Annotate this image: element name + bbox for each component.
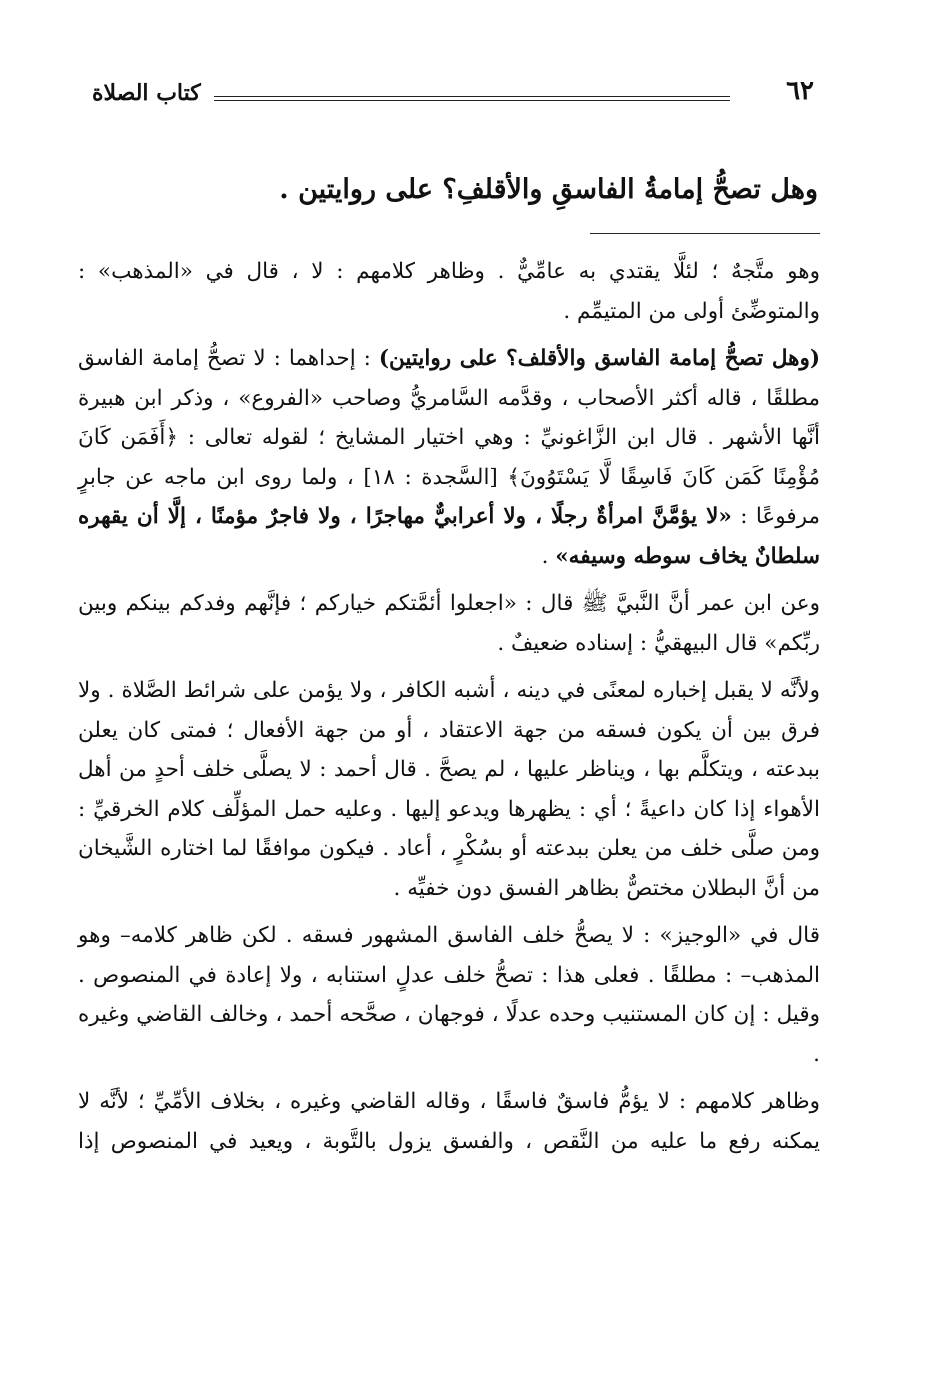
paragraph-2-text: : إحداهما : لا تصحُّ إمامة الفاسق مطلقًا ، قاله أكثر الأصحاب ، وقدَّمه السَّامريُّ وصاحب «الفروع» ، وذكر ابن هبيرة أنَّها الأشهر . قال ابن الزَّاغونيِّ : وهي اختيار المشايخ ؛ لقوله تعالى : ﴿أَفَمَن كَانَ مُؤْمِنًا كَمَن كَانَ فَاسِقًا لَّا يَسْتَوُونَ﴾ [السَّجدة : ١٨] ، ولما روى ابن ماجه عن جابرٍ مرفوعًا : — [78, 346, 820, 529]
header-rule — [214, 96, 730, 101]
hadith-text: «لا يؤمَّنَّ امرأةٌ رجلًا ، ولا أعرابيٌّ مهاجرًا ، ولا فاجرٌ مؤمنًا ، إلَّا أن يقهره سلطانٌ يخاف سوطه وسيفه» — [78, 504, 820, 569]
paragraph-4: ولأنَّه لا يقبل إخباره لمعنًى في دينه ، أشبه الكافر ، ولا يؤمن على شرائط الصَّلاة . ولا فرق بين أن يكون فسقه من جهة الاعتقاد ، أو من جهة الأفعال ؛ فمتى كان يعلن ببدعته ، ويتكلَّم بها ، ويناظر عليها ، لم يصحَّ . قال أحمد : لا يصلَّى خلف أحدٍ من أهل الأهواء إذا كان داعيةً ؛ أي : يظهرها ويدعو إليها . وعليه حمل المؤلِّف كلام الخرقيِّ : ومن صلَّى خلف من يعلن ببدعته أو بسُكْرٍ ، أعاد . فيكون موافقًا لما اختاره الشَّيخان من أنَّ البطلان مختصٌّ بظاهر الفسق دون خفيِّه . — [78, 678, 820, 901]
matn-divider — [590, 233, 820, 234]
paragraph-5: قال في «الوجيز» : لا يصحُّ خلف الفاسق المشهور فسقه . لكن ظاهر كلامه– وهو المذهب– : مطلقًا . فعلى هذا : تصحُّ خلف عدلٍ استنابه ، ولا إعادة في المنصوص . وقيل : إن كان المستنيب وحده عدلًا ، فوجهان ، صحَّحه أحمد ، وخالف القاضي وغيره . — [78, 923, 820, 1067]
matn-heading: وهل تصحُّ إمامةُ الفاسقِ والأقلفِ؟ على روايتين . — [279, 174, 818, 205]
quoted-matn: (وهل تصحُّ إمامة الفاسق والأقلف؟ على روايتين) — [378, 346, 820, 371]
paragraph-2-end: . — [541, 543, 556, 569]
paragraph-2 — [78, 339, 820, 576]
page-number: ٦٢ — [786, 76, 814, 106]
book-title: كتاب الصلاة — [92, 80, 201, 106]
commentary-body — [78, 252, 820, 1169]
paragraph-3: وعن ابن عمر أنَّ النَّبيَّ ﷺ قال : «اجعلوا أئمَّتكم خياركم ؛ فإنَّهم وفدكم بينكم وبين ربِّكم» قال البيهقيُّ : إسناده ضعيفٌ . — [78, 591, 820, 656]
paragraph-1: وهو متَّجهٌ ؛ لئلَّا يقتدي به عامِّيٌّ . وظاهر كلامهم : لا ، قال في «المذهب» : والمتوضِّئ أولى من المتيمِّم . — [78, 259, 820, 324]
running-header — [92, 78, 814, 118]
paragraph-6: وظاهر كلامهم : لا يؤمُّ فاسقٌ فاسقًا ، وقاله القاضي وغيره ، بخلاف الأمِّيِّ ؛ لأنَّه لا يمكنه رفع ما عليه من النَّقص ، والفسق يزول بالتَّوبة ، ويعيد في المنصوص إذا — [78, 1089, 820, 1154]
